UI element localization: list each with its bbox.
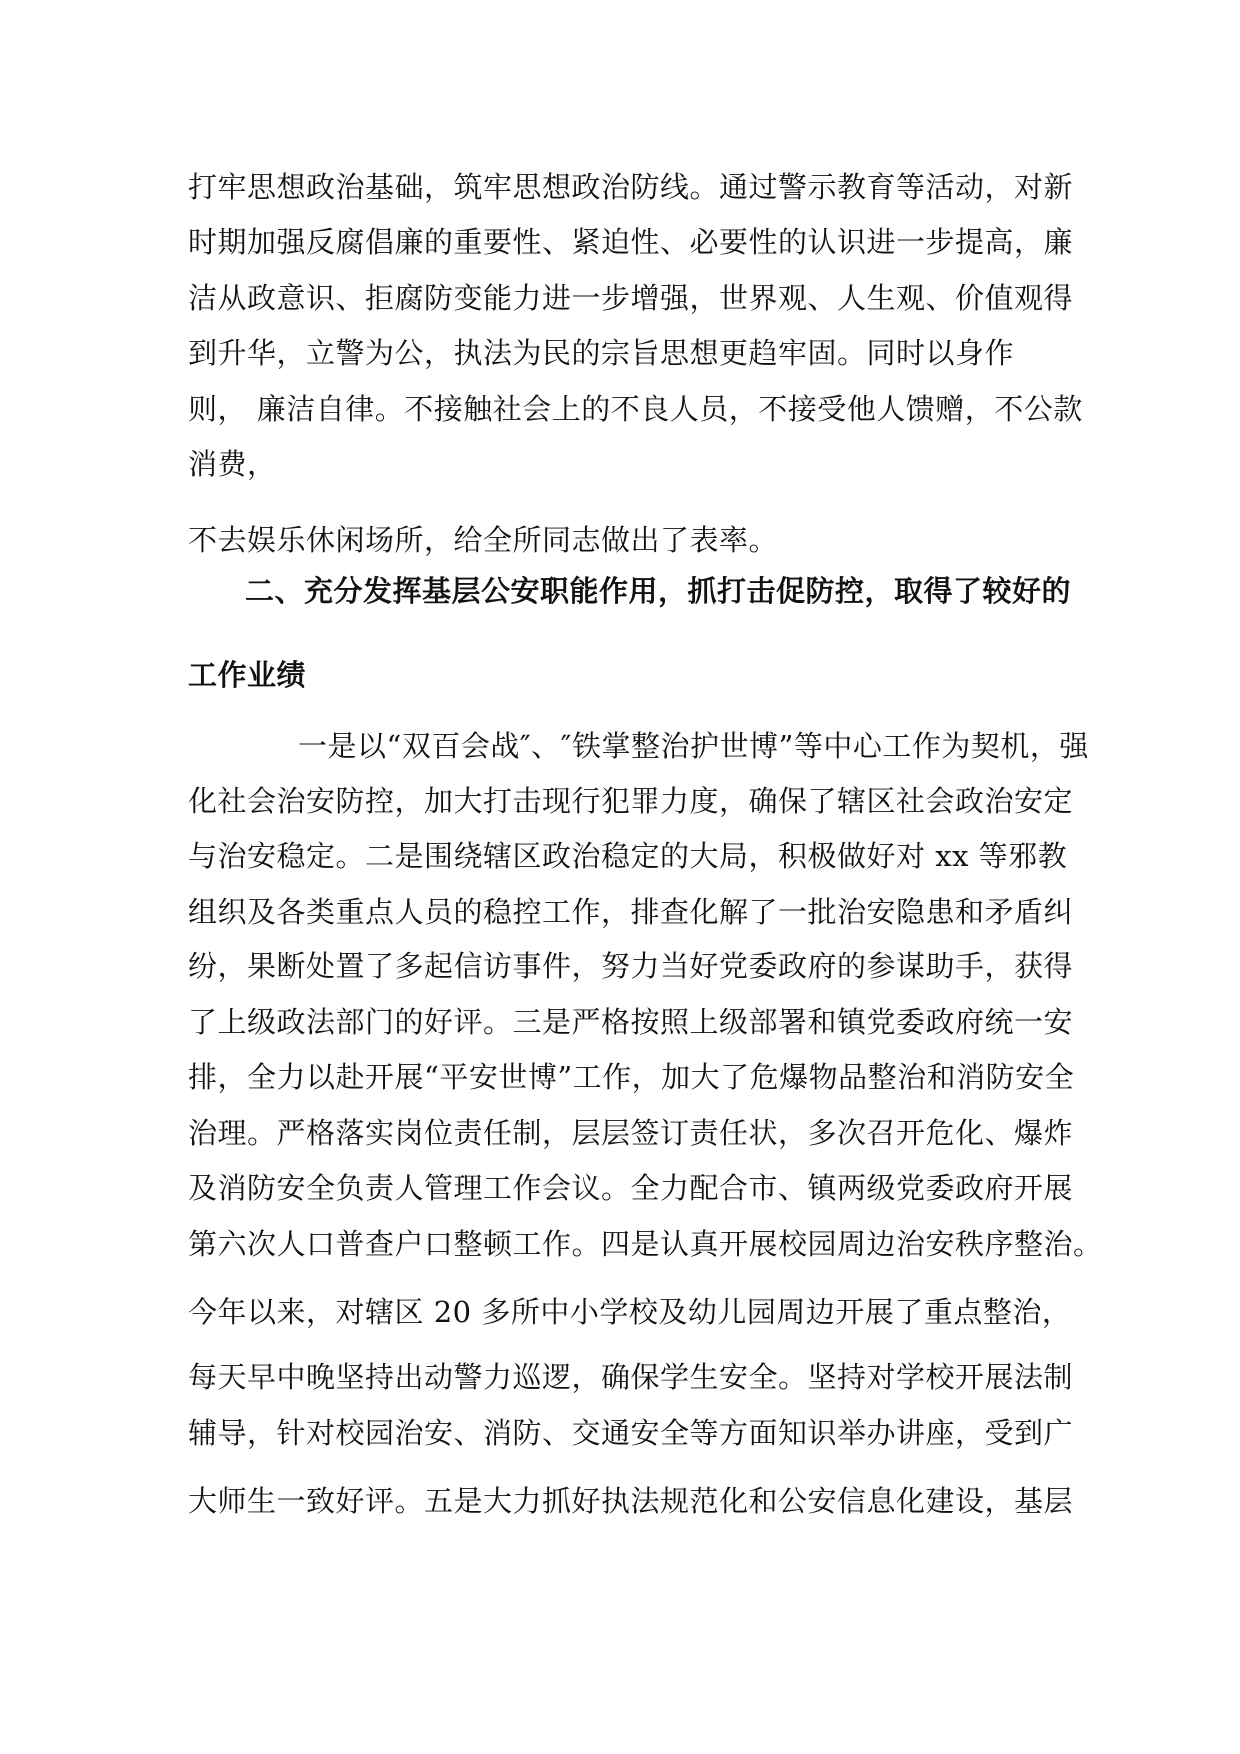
body-text-line: 大师生一致好评。五是大力抓好执法规范化和公安信息化建设，基层 <box>188 1484 1074 1518</box>
body-text-line: 组织及各类重点人员的稳控工作，排查化解了一批治安隐患和矛盾纠 <box>188 895 1074 929</box>
body-text-line: 排，全力以赴开展“平安世博”工作，加大了危爆物品整治和消防安全 <box>188 1060 1075 1094</box>
body-text-line: 时期加强反腐倡廉的重要性、紧迫性、必要性的认识进一步提高，廉 <box>188 225 1074 259</box>
body-text-line: 纷，果断处置了多起信访事件，努力当好党委政府的参谋助手，获得 <box>188 949 1074 983</box>
body-text-line: 第六次人口普查户口整顿工作。四是认真开展校园周边治安秩序整治。 <box>188 1227 1103 1261</box>
body-text-line: 辅导，针对校园治安、消防、交通安全等方面知识举办讲座，受到广 <box>188 1416 1074 1450</box>
body-text-line: 打牢思想政治基础，筑牢思想政治防线。通过警示教育等活动，对新 <box>188 170 1074 204</box>
body-text-line: 消费， <box>188 447 277 481</box>
body-text-line: 洁从政意识、拒腐防变能力进一步增强，世界观、人生观、价值观得 <box>188 281 1074 315</box>
body-text-line: 今年以来，对辖区 20 多所中小学校及幼儿园周边开展了重点整治， <box>188 1295 1072 1329</box>
body-text-line: 则， 廉洁自律。不接触社会上的不良人员，不接受他人馈赠，不公款 <box>188 392 1083 426</box>
body-text-line: 及消防安全负责人管理工作会议。全力配合市、镇两级党委政府开展 <box>188 1171 1074 1205</box>
body-text-line: 一是以“双百会战″、″铁掌整治护世博”等中心工作为契机，强 <box>298 729 1089 763</box>
section-heading: 二、充分发挥基层公安职能作用，抓打击促防控，取得了较好的 <box>245 574 1072 608</box>
body-text-line: 了上级政法部门的好评。三是严格按照上级部署和镇党委政府统一安 <box>188 1005 1074 1039</box>
body-text-line: 每天早中晚坚持出动警力巡逻，确保学生安全。坚持对学校开展法制 <box>188 1360 1074 1394</box>
section-heading-continued: 工作业绩 <box>188 658 307 692</box>
body-text-line: 不去娱乐休闲场所，给全所同志做出了表率。 <box>188 523 779 557</box>
body-text-line: 化社会治安防控，加大打击现行犯罪力度，确保了辖区社会政治安定 <box>188 784 1074 818</box>
body-text-line: 到升华，立警为公，执法为民的宗旨思想更趋牢固。同时以身作 <box>188 336 1015 370</box>
body-text-line: 治理。严格落实岗位责任制，层层签订责任状，多次召开危化、爆炸 <box>188 1116 1074 1150</box>
body-text-line: 与治安稳定。二是围绕辖区政治稳定的大局，积极做好对 xx 等邪教 <box>188 839 1068 873</box>
